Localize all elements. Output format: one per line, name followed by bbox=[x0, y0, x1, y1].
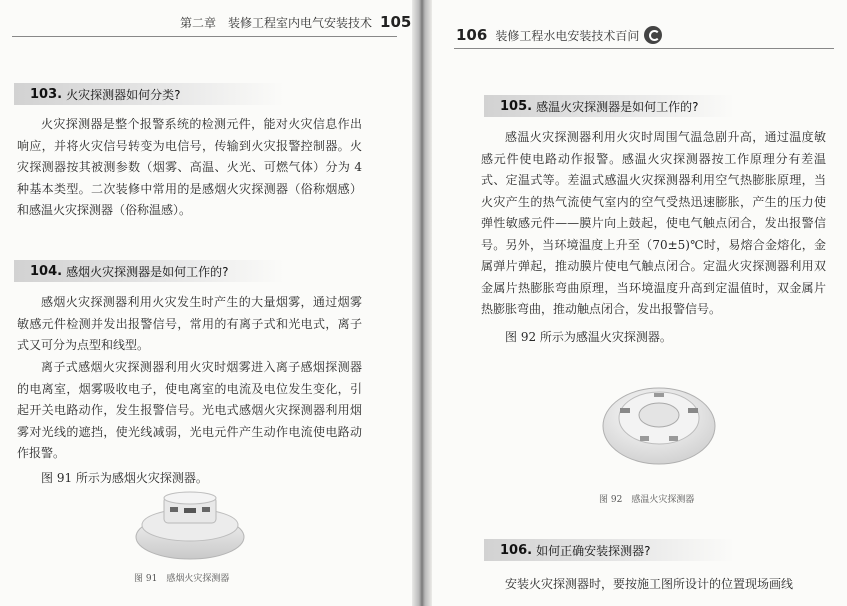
section-title: 感烟火灾探测器是如何工作的? bbox=[66, 264, 229, 279]
book-gutter bbox=[412, 0, 432, 606]
figure-92-reference: 图 92 所示为感温火灾探测器。 bbox=[505, 330, 672, 344]
heat-detector-image bbox=[600, 370, 718, 474]
left-page bbox=[0, 0, 412, 606]
section-104-paragraph-2: 离子式感烟火灾探测器利用火灾时烟雾进入离子感烟探测器的电离室，烟雾吸收电子，使电离室的电流及电位发生变化，引起开关电路动作，发生报警信号。光电式感烟火灾探测器利用烟雾对光线的遮挡，使光线减弱，光电元件产生动作电流使电路动作报警。 bbox=[17, 360, 362, 460]
chapter-title: 第二章 装修工程室内电气安装技术 bbox=[180, 16, 373, 30]
header-rule-left bbox=[12, 36, 397, 37]
right-page bbox=[432, 0, 847, 606]
page-number-right: 106 bbox=[456, 26, 488, 44]
figure-91-reference: 图 91 所示为感烟火灾探测器。 bbox=[41, 471, 208, 485]
section-number: 104. bbox=[30, 263, 63, 279]
section-number: 103. bbox=[30, 86, 63, 102]
smoke-detector-image bbox=[134, 487, 246, 569]
header-rule-right bbox=[454, 48, 834, 49]
section-104-heading bbox=[14, 260, 284, 282]
section-104-paragraph-1: 感烟火灾探测器利用火灾发生时产生的大量烟雾，通过烟雾敏感元件检测并发出报警信号，常用的有离子式和光电式，离子式又可分为点型和线型。 bbox=[17, 295, 362, 352]
page-number-left: 105 bbox=[380, 13, 412, 31]
section-106-paragraph: 安装火灾探测器时，要按施工图所设计的位置现场画线 bbox=[505, 577, 794, 591]
section-105-paragraph: 感温火灾探测器利用火灾时周围气温急剧升高，通过温度敏感元件使电路动作报警。感温火灾探测器按工作原理分有差温式、定温式等。差温式感温火灾探测器利用空气热膨胀原理，当火灾产生的热气流使气室内的空气受热迅速膨胀，产生的压力使弹性敏感元件——膜片向上鼓起，使电气触点闭合，发出报警信号。另外，当环境温度上升至（70±5)℃时，易熔合金熔化，金属弹片弹起，推动膜片使电气触点闭合。定温火灾探测器利用双金属片热膨胀弯曲原理，当环境温度升高到定温值时，双金属片热膨胀弯曲，推动触点闭合，发出报警信号。 bbox=[481, 130, 826, 316]
question-badge-icon bbox=[644, 26, 662, 44]
section-title: 火灾探测器如何分类? bbox=[66, 87, 181, 102]
figure-92-caption: 图 92 感温火灾探测器 bbox=[599, 495, 695, 505]
book-title: 装修工程水电安装技术百问 bbox=[495, 28, 640, 43]
section-title: 如何正确安装探测器? bbox=[536, 543, 651, 558]
running-header-left bbox=[180, 13, 411, 31]
section-106-heading bbox=[484, 539, 734, 561]
section-number: 105. bbox=[500, 98, 533, 114]
section-number: 106. bbox=[500, 542, 533, 558]
running-header-right bbox=[456, 26, 662, 44]
section-title: 感温火灾探测器是如何工作的? bbox=[536, 99, 699, 114]
section-103-heading bbox=[14, 83, 284, 105]
section-105-heading bbox=[484, 95, 734, 117]
figure-91-caption: 图 91 感烟火灾探测器 bbox=[134, 574, 230, 584]
section-103-paragraph: 火灾探测器是整个报警系统的检测元件，能对火灾信息作出响应，并将火灾信号转变为电信号，传输到火灾报警控制器。火灾探测器按其被测参数（烟雾、高温、火光、可燃气体）分为 4 种基本类型。二次装修中常用的是感烟火灾探测器（俗称烟感）和感温火灾探测器（俗称温感）。 bbox=[17, 117, 362, 217]
